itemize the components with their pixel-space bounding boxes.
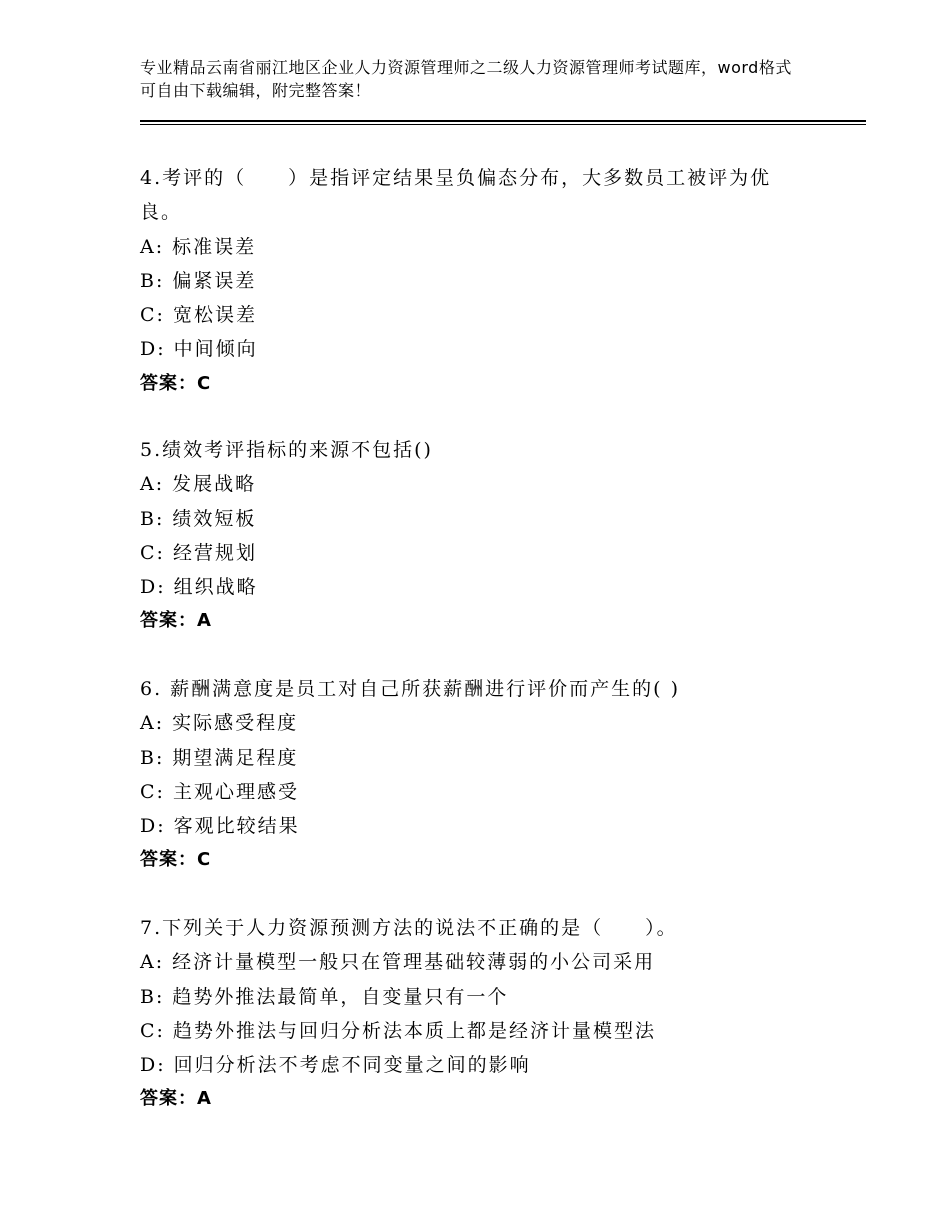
question-stem: 4.考评的（ ）是指评定结果呈负偏态分布，大多数员工被评为优良。 xyxy=(140,167,772,224)
option-a: A: 标准误差 xyxy=(140,235,257,258)
option-b: B: 偏紧误差 xyxy=(140,269,257,292)
question-block xyxy=(140,911,840,1117)
question-block xyxy=(140,433,840,639)
option-a: A: 发展战略 xyxy=(140,473,257,496)
option-a: A: 实际感受程度 xyxy=(140,712,299,735)
answer-label: 答案：C xyxy=(140,372,212,394)
question-stem: 5.绩效考评指标的来源不包括() xyxy=(140,439,433,461)
option-c: C: 主观心理感受 xyxy=(140,780,299,803)
option-a: A: 经济计量模型一般只在管理基础较薄弱的小公司采用 xyxy=(140,951,656,974)
answer-label: 答案：C xyxy=(140,849,212,871)
option-c: C: 经营规划 xyxy=(140,541,257,564)
question-block xyxy=(140,161,840,401)
option-b: B: 期望满足程度 xyxy=(140,746,299,769)
option-d: D: 回归分析法不考虑不同变量之间的影响 xyxy=(140,1054,531,1077)
option-d: D: 中间倾向 xyxy=(140,338,258,361)
document-header: 专业精品云南省丽江地区企业人力资源管理师之二级人力资源管理师考试题库，word格式可自由下载编辑，附完整答案！ xyxy=(140,58,792,100)
option-c: C: 宽松误差 xyxy=(140,304,257,327)
answer-label: 答案：A xyxy=(140,610,212,632)
answer-label: 答案：A xyxy=(140,1088,212,1110)
question-block xyxy=(140,672,840,878)
option-d: D: 客观比较结果 xyxy=(140,815,300,838)
question-stem: 6. 薪酬满意度是员工对自己所获薪酬进行评价而产生的( ) xyxy=(140,678,681,700)
header-divider xyxy=(140,120,866,125)
option-b: B: 绩效短板 xyxy=(140,507,257,530)
option-c: C: 趋势外推法与回归分析法本质上都是经济计量模型法 xyxy=(140,1019,656,1042)
question-stem: 7.下列关于人力资源预测方法的说法不正确的是（ ）。 xyxy=(140,917,678,939)
option-d: D: 组织战略 xyxy=(140,576,258,599)
option-b: B: 趋势外推法最简单，自变量只有一个 xyxy=(140,985,509,1008)
